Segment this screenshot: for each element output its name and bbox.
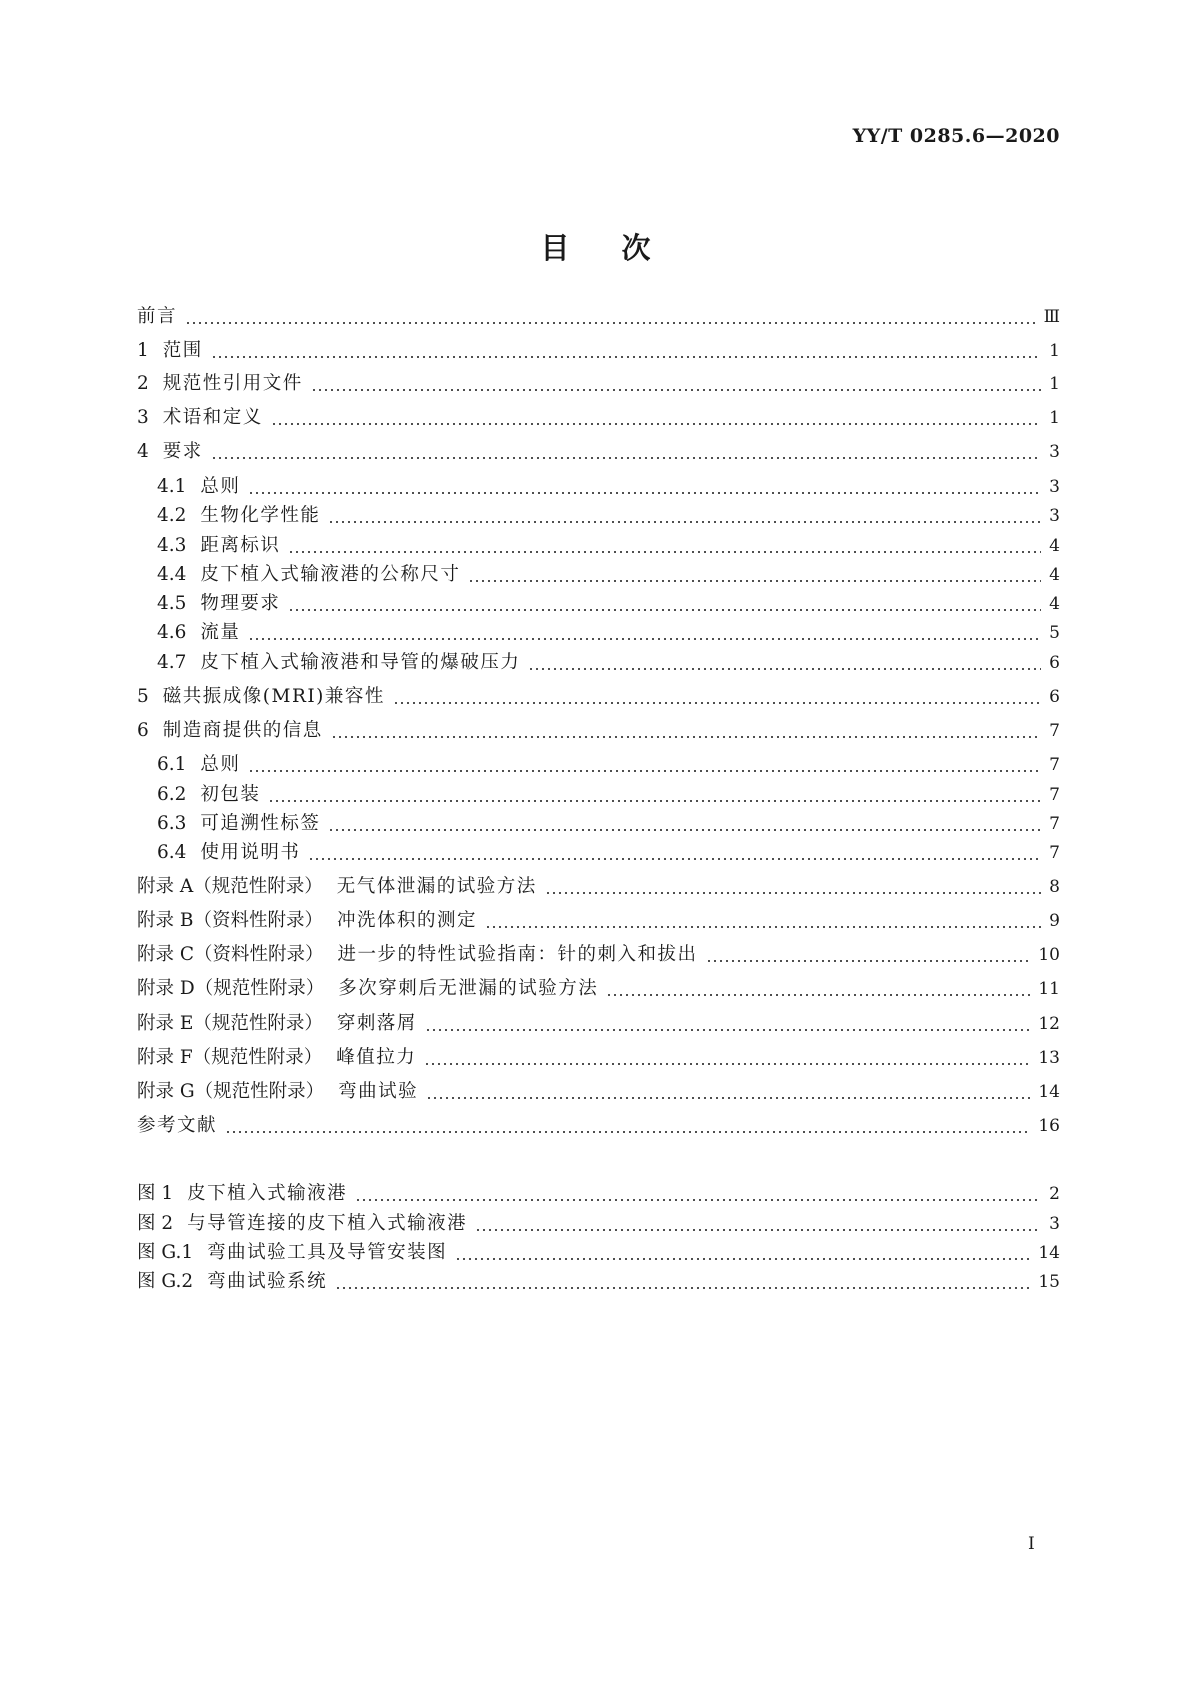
- toc-entry-page: 14: [1038, 1243, 1060, 1263]
- toc-entry-label: 规范性引用文件: [162, 373, 303, 394]
- page-number: I: [1028, 1534, 1035, 1554]
- dot-leader: [545, 892, 1041, 894]
- standard-number: YY/T 0285.6—2020: [852, 125, 1060, 147]
- toc-entry[interactable]: [137, 1078, 1060, 1106]
- toc-entry[interactable]: [137, 438, 1060, 466]
- toc-entry-label: 总则: [200, 476, 241, 497]
- dot-leader: [328, 829, 1041, 831]
- toc-entry-page: 3: [1049, 477, 1060, 497]
- toc-entry-label: 进一步的特性试验指南：针的刺入和拔出: [337, 944, 698, 965]
- toc-entry-label: 生物化学性能: [200, 505, 321, 526]
- toc-entry-page: 7: [1049, 843, 1060, 863]
- toc-entry[interactable]: [157, 649, 1060, 677]
- toc-entry-page: 7: [1049, 814, 1060, 834]
- toc-entry-label: 流量: [200, 622, 241, 643]
- toc-entry[interactable]: [157, 619, 1060, 647]
- dot-leader: [606, 994, 1030, 996]
- dot-leader: [485, 926, 1041, 928]
- toc-entry-number: 6.2: [157, 784, 187, 805]
- toc-entry-number: 4.1: [157, 476, 187, 497]
- dot-leader: [185, 322, 1036, 324]
- toc-entry-number: 附录 B（资料性附录）: [137, 910, 323, 931]
- toc-entry-number: 图 1: [137, 1183, 174, 1204]
- toc-entry-number: 4.5: [157, 593, 187, 614]
- toc-entry-label: 多次穿刺后无泄漏的试验方法: [338, 978, 599, 999]
- toc-entry-label: 无气体泄漏的试验方法: [336, 876, 537, 897]
- toc-entry-page: 16: [1038, 1116, 1060, 1136]
- toc-entry-number: 附录 E（规范性附录）: [137, 1013, 323, 1034]
- toc-entry-number: 6.1: [157, 754, 187, 775]
- toc-entry[interactable]: [157, 473, 1060, 501]
- toc-entry-page: 4: [1049, 565, 1060, 585]
- toc-entry-page: 7: [1049, 785, 1060, 805]
- toc-entry-label: 皮下植入式输液港的公称尺寸: [200, 564, 461, 585]
- toc-entry[interactable]: [137, 303, 1060, 331]
- toc-entry[interactable]: [157, 839, 1060, 867]
- toc-entry-label: 峰值拉力: [336, 1047, 417, 1068]
- dot-leader: [706, 960, 1031, 962]
- toc-entry[interactable]: [157, 781, 1060, 809]
- dot-leader: [248, 492, 1041, 494]
- toc-entry[interactable]: [137, 337, 1060, 365]
- dot-leader: [271, 423, 1041, 425]
- toc-entry-page: 5: [1049, 623, 1060, 643]
- toc-entry-number: 图 G.1: [137, 1242, 194, 1263]
- toc-entry-page: 14: [1038, 1082, 1060, 1102]
- toc-entry[interactable]: [137, 1112, 1060, 1140]
- toc-entry-number: 2: [137, 373, 149, 394]
- toc-entry-number: 4.7: [157, 652, 187, 673]
- toc-entry[interactable]: [157, 590, 1060, 618]
- dot-leader: [393, 702, 1041, 704]
- dot-leader: [288, 609, 1041, 611]
- dot-leader: [528, 668, 1041, 670]
- toc-entry[interactable]: [137, 975, 1060, 1003]
- toc-entry-number: 4.2: [157, 505, 187, 526]
- toc-entry[interactable]: [137, 404, 1060, 432]
- dot-leader: [335, 1287, 1030, 1289]
- toc-entry-page: 10: [1038, 945, 1060, 965]
- toc-entry[interactable]: [157, 532, 1060, 560]
- dot-leader: [331, 736, 1041, 738]
- toc-entry-label: 皮下植入式输液港和导管的爆破压力: [200, 652, 521, 673]
- toc-entry-page: 11: [1038, 979, 1060, 999]
- toc-entry-label: 弯曲试验: [338, 1081, 419, 1102]
- toc-entry-page: 1: [1049, 408, 1060, 428]
- dot-leader: [308, 858, 1041, 860]
- toc-entry-label: 范围: [162, 340, 203, 361]
- toc-entry-label: 参考文献: [137, 1115, 218, 1136]
- toc-entry-number: 图 2: [137, 1213, 174, 1234]
- toc-entry-label: 制造商提供的信息: [162, 720, 323, 741]
- toc-entry-page: 9: [1049, 911, 1060, 931]
- toc-entry-page: 4: [1049, 594, 1060, 614]
- toc-entry-number: 6.3: [157, 813, 187, 834]
- toc-entry-number: 1: [137, 340, 149, 361]
- toc-entry-page: 3: [1049, 442, 1060, 462]
- toc-entry[interactable]: [137, 1044, 1060, 1072]
- toc-entry-number: 附录 G（规范性附录）: [137, 1081, 325, 1102]
- toc-entry-page: Ⅲ: [1043, 307, 1060, 327]
- dot-leader: [468, 580, 1041, 582]
- toc-entry-page: 7: [1049, 721, 1060, 741]
- toc-entry[interactable]: [137, 941, 1060, 969]
- toc-entry-number: 图 G.2: [137, 1271, 194, 1292]
- toc-entry-label: 初包装: [200, 784, 261, 805]
- toc-entry[interactable]: [137, 1239, 1060, 1267]
- toc-entry-number: 3: [137, 407, 149, 428]
- dot-leader: [424, 1063, 1030, 1065]
- toc-entry-number: 5: [137, 686, 149, 707]
- toc-entry[interactable]: [137, 683, 1060, 711]
- toc-entry-page: 3: [1049, 1214, 1060, 1234]
- toc-entry[interactable]: [157, 502, 1060, 530]
- toc-entry-number: 6: [137, 720, 149, 741]
- dot-leader: [425, 1029, 1030, 1031]
- toc-entry-number: 附录 F（规范性附录）: [137, 1047, 323, 1068]
- toc-entry[interactable]: [137, 717, 1060, 745]
- dot-leader: [268, 800, 1041, 802]
- toc-entry-label: 距离标识: [200, 535, 281, 556]
- toc-entry-label: 弯曲试验系统: [207, 1271, 328, 1292]
- toc-entry-label: 总则: [200, 754, 241, 775]
- toc-entry-label: 磁共振成像(MRI)兼容性: [162, 686, 385, 707]
- toc-entry-label: 物理要求: [200, 593, 281, 614]
- toc-entry-page: 1: [1049, 341, 1060, 361]
- toc-entry-number: 4.6: [157, 622, 187, 643]
- toc-entry[interactable]: [137, 1180, 1060, 1208]
- toc-entry-label: 使用说明书: [200, 842, 301, 863]
- toc-entry[interactable]: [157, 561, 1060, 589]
- toc-entry[interactable]: [137, 370, 1060, 398]
- toc-entry-label: 要求: [162, 441, 203, 462]
- dot-leader: [475, 1229, 1041, 1231]
- toc-entry-number: 4.3: [157, 535, 187, 556]
- toc-entry-page: 3: [1049, 506, 1060, 526]
- dot-leader: [211, 356, 1041, 358]
- toc-entry-page: 1: [1049, 374, 1060, 394]
- toc-entry-number: 附录 A（规范性附录）: [137, 876, 323, 897]
- toc-entry-page: 6: [1049, 687, 1060, 707]
- toc-entry-page: 8: [1049, 877, 1060, 897]
- toc-entry-number: 4.4: [157, 564, 187, 585]
- toc-entry-label: 冲洗体积的测定: [336, 910, 477, 931]
- dot-leader: [288, 551, 1041, 553]
- toc-entry-number: 4: [137, 441, 149, 462]
- toc-entry-page: 7: [1049, 755, 1060, 775]
- toc-entry-number: 附录 D（规范性附录）: [137, 978, 325, 999]
- toc-entry[interactable]: [137, 873, 1060, 901]
- dot-leader: [248, 770, 1041, 772]
- toc-entry-label: 与导管连接的皮下植入式输液港: [187, 1213, 468, 1234]
- toc-entry-label: 术语和定义: [162, 407, 263, 428]
- toc-entry-number: 6.4: [157, 842, 187, 863]
- toc-entry-label: 弯曲试验工具及导管安装图: [207, 1242, 448, 1263]
- dot-leader: [211, 457, 1041, 459]
- toc-entry-page: 2: [1049, 1184, 1060, 1204]
- toc-entry-page: 6: [1049, 653, 1060, 673]
- toc-entry-page: 12: [1038, 1014, 1060, 1034]
- toc-entry[interactable]: [137, 1210, 1060, 1238]
- toc-entry[interactable]: [157, 751, 1060, 779]
- page-title: 目次: [540, 231, 703, 265]
- toc-entry-label: 皮下植入式输液港: [187, 1183, 348, 1204]
- dot-leader: [355, 1199, 1041, 1201]
- toc-entry[interactable]: [137, 907, 1060, 935]
- toc-entry-number: 附录 C（资料性附录）: [137, 944, 324, 965]
- toc-entry-label: 穿刺落屑: [336, 1013, 417, 1034]
- toc-entry-page: 15: [1038, 1272, 1060, 1292]
- dot-leader: [455, 1258, 1030, 1260]
- toc-entry[interactable]: [137, 1010, 1060, 1038]
- dot-leader: [328, 521, 1041, 523]
- toc-entry-label: 前言: [137, 306, 178, 327]
- toc-entry-page: 4: [1049, 536, 1060, 556]
- dot-leader: [311, 389, 1041, 391]
- dot-leader: [225, 1131, 1030, 1133]
- dot-leader: [426, 1097, 1030, 1099]
- toc-entry-label: 可追溯性标签: [200, 813, 321, 834]
- toc-entry-page: 13: [1038, 1048, 1060, 1068]
- toc-entry[interactable]: [137, 1268, 1060, 1296]
- dot-leader: [248, 638, 1041, 640]
- toc-entry[interactable]: [157, 810, 1060, 838]
